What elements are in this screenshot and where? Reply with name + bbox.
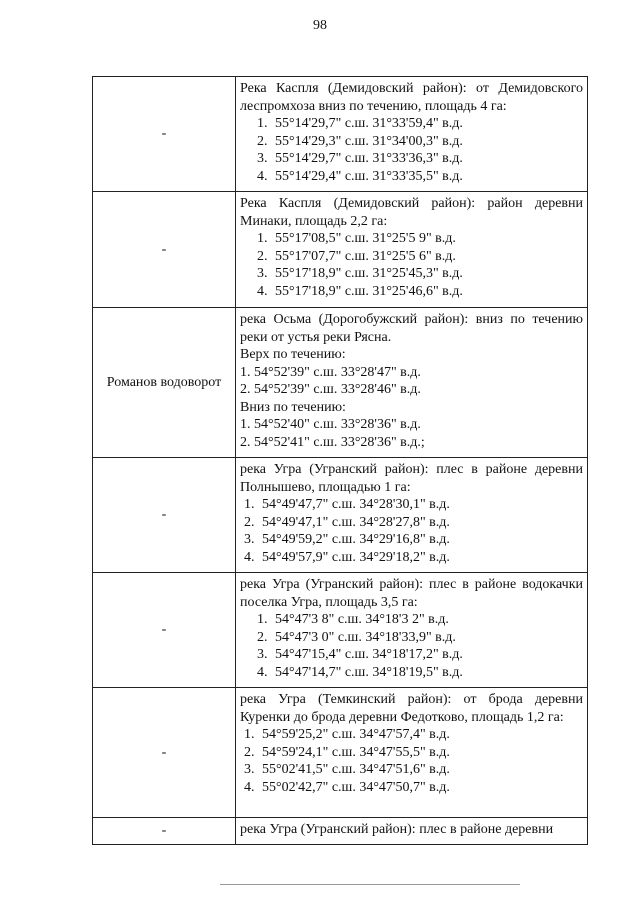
coordinate-list: [240, 611, 583, 681]
coordinate-item: 1. 54°52'40" с.ш. 33°28'36" в.д.: [240, 417, 421, 432]
coordinate-item: 2. 54°52'41" с.ш. 33°28'36" в.д.;: [240, 434, 425, 450]
coordinate-item: 3. 55°14'29,7" с.ш. 31°33'36,3" в.д.: [257, 151, 463, 166]
coordinate-item: 2. 54°49'47,1" с.ш. 34°28'27,8" в.д.: [244, 514, 450, 530]
page-number: 98: [313, 18, 327, 33]
site-name-cell: Романов водоворот: [93, 308, 236, 458]
table-row: [93, 77, 588, 192]
coordinate-item: 1. 54°59'25,2" с.ш. 34°47'57,4" в.д.: [244, 727, 450, 742]
coordinate-list: [240, 416, 583, 451]
coordinate-item: 4. 54°49'57,9" с.ш. 34°29'18,2" в.д.: [244, 549, 450, 565]
coordinate-item: 2. 54°47'3 0" с.ш. 34°18'33,9" в.д.: [257, 629, 456, 645]
site-description: река Угра (Угранский район): плес в районе деревни Полнышево, площадью 1 га:: [240, 462, 583, 495]
page-edge-line: [220, 884, 520, 885]
site-description-cell: [236, 573, 588, 688]
coordinate-item: 1. 54°49'47,7" с.ш. 34°28'30,1" в.д.: [244, 497, 450, 512]
site-description: река Угра (Темкинский район): от брода деревни Куренки до брода деревни Федотково, площадь 1,2 га:: [240, 692, 583, 725]
coordinate-item: 4. 55°02'42,7" с.ш. 34°47'50,7" в.д.: [244, 779, 450, 795]
coordinate-list: [240, 726, 583, 796]
table-row: [93, 688, 588, 818]
site-description-cell: [236, 77, 588, 192]
table-row: [93, 818, 588, 845]
coordinate-item: 4. 55°17'18,9" с.ш. 31°25'46,6" в.д.: [257, 283, 463, 299]
site-description: река Осьма (Дорогобужский район): вниз по течению реки от устья реки Рясна.: [240, 312, 583, 345]
site-description-cell: [236, 818, 588, 845]
site-description: Река Каспля (Демидовский район): район деревни Минаки, площадь 2,2 га:: [240, 196, 583, 229]
coordinate-list: [240, 496, 583, 566]
site-description-cell: [236, 192, 588, 308]
table-row: [93, 308, 588, 458]
site-name-cell: -: [93, 77, 236, 192]
coordinate-item: 1. 55°17'08,5" с.ш. 31°25'5 9" в.д.: [257, 231, 456, 246]
upstream-label: Верх по течению:: [240, 347, 346, 362]
site-name-cell: -: [93, 192, 236, 308]
coordinate-item: 1. 54°47'3 8" с.ш. 34°18'3 2" в.д.: [257, 612, 449, 627]
coordinate-list: [240, 364, 583, 399]
site-name-cell: -: [93, 573, 236, 688]
coordinate-list: [240, 230, 583, 300]
coordinate-item: 2. 54°59'24,1" с.ш. 34°47'55,5" в.д.: [244, 744, 450, 760]
site-name-cell: -: [93, 688, 236, 818]
coordinate-item: 4. 54°47'14,7" с.ш. 34°18'19,5" в.д.: [257, 664, 463, 680]
table-row: [93, 458, 588, 573]
coordinate-item: 2. 54°52'39" с.ш. 33°28'46" в.д.: [240, 382, 421, 397]
site-description: река Угра (Угранский район): плес в районе водокачки поселка Угра, площадь 3,5 га:: [240, 577, 583, 610]
coordinate-item: 3. 54°49'59,2" с.ш. 34°29'16,8" в.д.: [244, 532, 450, 547]
coordinate-item: 3. 54°47'15,4" с.ш. 34°18'17,2" в.д.: [257, 647, 463, 662]
coordinate-item: 2. 55°17'07,7" с.ш. 31°25'5 6" в.д.: [257, 248, 456, 264]
coordinate-item: 3. 55°02'41,5" с.ш. 34°47'51,6" в.д.: [244, 762, 450, 777]
table-row: [93, 573, 588, 688]
coordinate-item: 4. 55°14'29,4" с.ш. 31°33'35,5" в.д.: [257, 168, 463, 184]
site-description: Река Каспля (Демидовский район): от Демидовского леспромхоза вниз по течению, площадь 4 га:: [240, 81, 583, 114]
coordinate-item: 1. 55°14'29,7" с.ш. 31°33'59,4" в.д.: [257, 116, 463, 131]
water-areas-table: [92, 76, 588, 845]
coordinate-item: 3. 55°17'18,9" с.ш. 31°25'45,3" в.д.: [257, 266, 463, 281]
coordinate-list: [240, 115, 583, 185]
site-description-cell: [236, 688, 588, 818]
site-description-cell: [236, 458, 588, 573]
site-description: река Угра (Угранский район): плес в районе деревни: [240, 822, 554, 837]
site-description-cell: [236, 308, 588, 458]
coordinate-item: 1. 54°52'39" с.ш. 33°28'47" в.д.: [240, 364, 421, 380]
coordinate-item: 2. 55°14'29,3" с.ш. 31°34'00,3" в.д.: [257, 133, 463, 149]
site-name-cell: -: [93, 458, 236, 573]
site-name-cell: -: [93, 818, 236, 845]
table-row: [93, 192, 588, 308]
downstream-label: Вниз по течению:: [240, 399, 346, 415]
